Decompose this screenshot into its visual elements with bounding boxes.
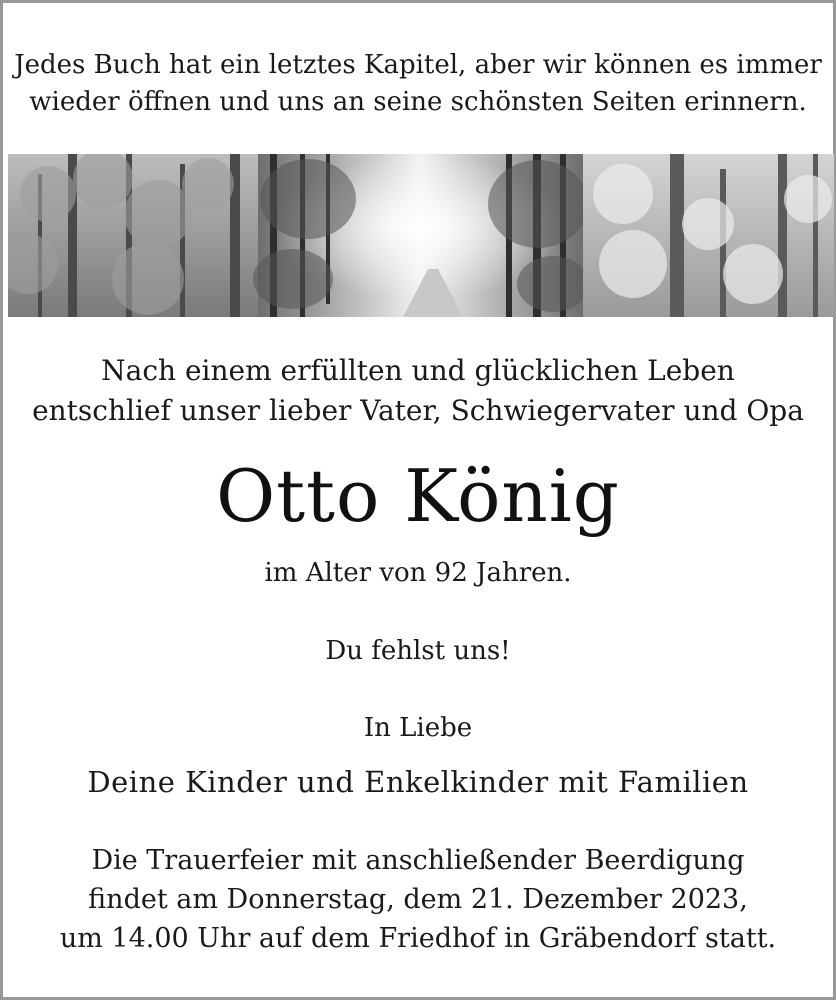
quote-line: Jedes Buch hat ein letztes Kapitel, aber wir können es immer	[14, 50, 822, 80]
funeral-details	[3, 841, 833, 958]
intro-text	[3, 351, 833, 431]
age-text: im Alter von 92 Jahren.	[264, 558, 572, 588]
forest-photo	[8, 154, 834, 317]
intro-line: Nach einem erfüllten und glücklichen Leben	[101, 354, 735, 387]
quote-line: wieder öffnen und uns an seine schönsten Seiten erinnern.	[29, 87, 807, 117]
funeral-line: um 14.00 Uhr auf dem Friedhof in Gräbendorf statt.	[59, 923, 777, 954]
opening-quote	[3, 47, 833, 121]
funeral-line: findet am Donnerstag, dem 21. Dezember 2023,	[88, 884, 748, 915]
miss-text: Du fehlst uns!	[325, 636, 511, 666]
love-text: In Liebe	[363, 713, 473, 743]
family-signature: Deine Kinder und Enkelkinder mit Familien	[87, 765, 749, 799]
deceased-name: Otto König	[216, 454, 620, 538]
intro-line: entschlief unser lieber Vater, Schwiegervater und Opa	[32, 394, 804, 427]
funeral-line: Die Trauerfeier mit anschließender Beerdigung	[91, 845, 745, 876]
